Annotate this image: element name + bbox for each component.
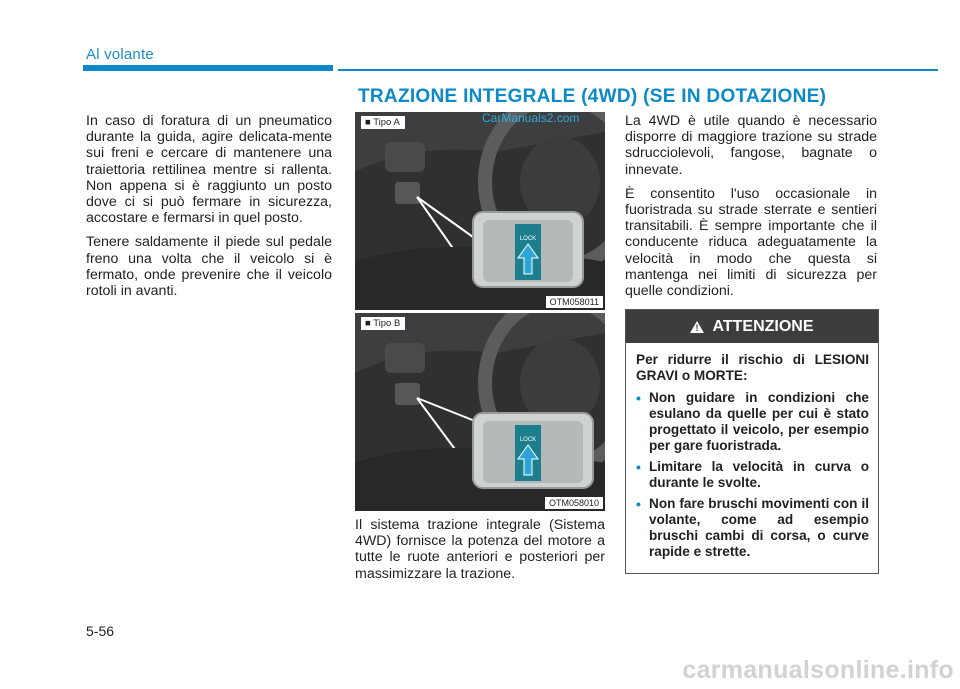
- figure-tag-a: ■ Tipo A: [361, 116, 405, 129]
- warning-list: [636, 390, 869, 560]
- warning-body: [626, 343, 878, 560]
- site-watermark: carmanualsonline.info: [682, 656, 954, 684]
- warning-intro: Per ridurre il rischio di LESIONI GRAVI o MORTE:: [636, 352, 869, 383]
- figure-code-a: OTM058011: [546, 296, 603, 308]
- dashboard-illustration-b: [355, 313, 605, 511]
- right-column: [625, 113, 877, 307]
- warning-item: • Limitare la velocità in curva o durante le svolte.: [636, 459, 869, 490]
- warning-heading: ATTENZIONE: [712, 317, 814, 335]
- middle-paragraph-1: Il sistema trazione integrale (Sistema 4WD) fornisce la potenza del motore a tutte le ruote anteriori e posteriori per massimizzare la trazione.: [355, 517, 605, 582]
- page-title: TRAZIONE INTEGRALE (4WD) (SE IN DOTAZIONE): [358, 86, 827, 107]
- middle-column: [355, 517, 605, 590]
- bullet-icon: •: [636, 459, 641, 475]
- left-paragraph-2: Tenere saldamente il piede sul pedale freno una volta che il veicolo si è fermato, onde prevenire che il veicolo rotoli in avanti.: [86, 234, 332, 300]
- lock-button-label-b: LOCK: [519, 437, 537, 443]
- warning-header: [626, 310, 878, 343]
- page-number: 5-56: [86, 623, 115, 639]
- bullet-icon: •: [636, 390, 641, 406]
- header-bar-left: [83, 65, 333, 71]
- warning-item: • Non fare bruschi movimenti con il volante, come ad esempio bruschi cambi di corsa, o curve rapide e strette.: [636, 496, 869, 559]
- left-column: [86, 113, 332, 307]
- bullet-icon: •: [636, 496, 641, 512]
- figure-code-b: OTM058010: [545, 497, 603, 509]
- warning-item: • Non guidare in condizioni che esulano da quelle per cui è stato progettato il veicolo, per esempio per gare fuoristrada.: [636, 390, 869, 453]
- right-paragraph-2: È consentito l'uso occasionale in fuoristrada su strade sterrate e sentieri transitabili. È sempre importante che il conducente riduca adeguatamente la velocità in modo che questa si mantenga nei limiti di sicurezza per quelle condizioni.: [625, 185, 877, 300]
- figure-tag-b: ■ Tipo B: [361, 317, 405, 330]
- warning-box: [625, 309, 879, 574]
- figure-type-b: [355, 313, 605, 511]
- section-label: Al volante: [86, 46, 154, 63]
- warning-triangle-icon: !: [690, 321, 704, 333]
- right-paragraph-1: La 4WD è utile quando è necessario disporre di maggiore trazione su strade sdrucciolevoli, fangose, bagnate o innevate.: [625, 113, 877, 178]
- lock-button-label-a: LOCK: [519, 236, 537, 242]
- watermark: CarManuals2.com: [482, 111, 580, 125]
- figure-type-a: [355, 112, 605, 310]
- dashboard-illustration-a: [355, 112, 605, 310]
- left-paragraph-1: In caso di foratura di un pneumatico durante la guida, agire delicata-mente sui freni e cercare di mantenere una traiettoria rettilinea mentre si rallenta. Non appena si è raggiunto un posto dove ci si può fermare in sicurezza, accostare e fermarsi in quel posto.: [86, 113, 332, 227]
- header-bar-right: [338, 69, 938, 71]
